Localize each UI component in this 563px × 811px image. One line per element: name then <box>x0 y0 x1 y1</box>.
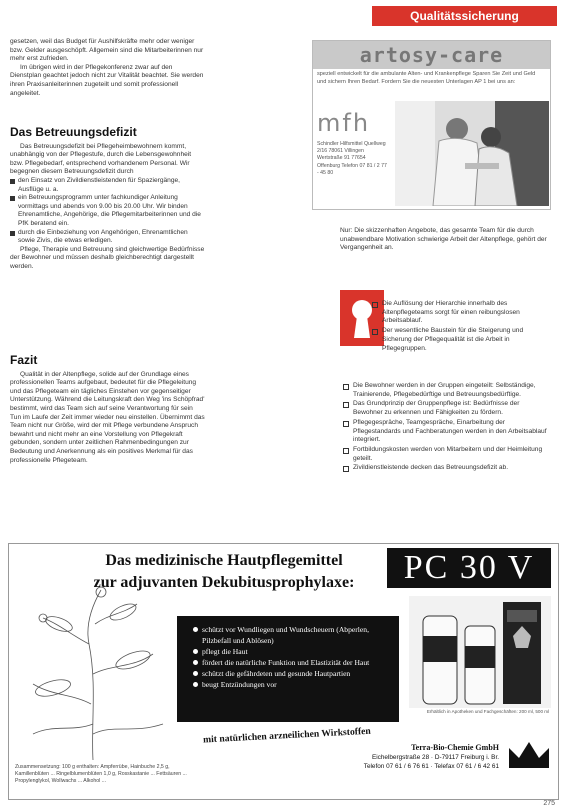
quality-list <box>372 300 550 354</box>
bullet-item: durch die Einbeziehung von Angehörigen, Ehrenamtlichen sowie Zivis, die etwas erledigen. <box>10 229 205 246</box>
list-item: Pflegegespräche, Teamgespräche, Einarbeitung der Pflegestandards und Fachberatungen werden in den Arbeitsablauf integriert. <box>343 419 550 445</box>
artosy-advertisement <box>312 40 551 210</box>
list-item: Das Grundprinzip der Gruppenpflege ist: Bedürfnisse der Bewohner zu erkennen und Fähigkeiten zu fördern. <box>343 400 550 417</box>
company-info <box>319 743 499 771</box>
company-name: Terra-Bio-Chemie GmbH <box>411 743 499 752</box>
product-name: PC 30 V <box>387 548 551 588</box>
section-paragraph: Qualität in der Altenpflege, solide auf der Grundlage eines professionellen Teams aufgebaut, bedeutet für die Pflegeleitung und das Pflegeteam ein tägliches Einstehen vor gegenseitiger Unterstützung. Während die Leitungskraft den Weg 'ins Schöpfrad' bestimmt, wird das Team sich auf seine Verantwortung für sein Tun im Laufe der Zeit immer wieder neu einstellen. Übernimmt das Team nicht nur Größe, wird der mit Pflege verbundene Anspruch bewahrt und nicht mehr an eine Vorstellung von Pflegekraft gebunden, sondern unter zeitlichen Rahmenbedingungen zur Bedeutung und Anerkennung als ein positives Merkmal für das professionelle Pflegeteam. <box>10 370 205 464</box>
list-item: Fortbildungskosten werden von Mitarbeitern und der Heimleitung geteilt. <box>343 446 550 463</box>
crown-logo-icon <box>507 740 551 770</box>
product-bottles-image <box>409 596 551 708</box>
benefit-item: schützt die gefährdeten und gesunde Hautpartien <box>193 668 391 679</box>
section-fazit <box>10 353 205 465</box>
page-number: 275 <box>543 800 555 807</box>
company-phone: Telefon 07 61 / 6 76 61 · Telefax 07 61 / 6 42 61 <box>363 763 499 770</box>
list-item: Der wesentliche Baustein für die Steigerung und Sicherung der Pflegequalität ist die Arbeit in Pflegegruppen. <box>372 327 550 353</box>
pc30v-advertisement <box>8 543 559 800</box>
intro-text <box>10 38 205 98</box>
list-item: Zivildienstleistende decken das Betreuungsdefizit ab. <box>343 464 550 473</box>
section-paragraph: Das Betreuungsdefizit bei Pflegeheimbewohnern kommt, unabhängig von der Pflegestufe, durch die Lebensgewohnheit bzw. Pflegebedarf, entsprechend vorhandenem Personal. Wir begegnen diesem Betreuungsdefizit durch <box>10 142 192 176</box>
bullet-item: ein Betreuungsprogramm unter fachkundiger Anleitung vormittags und abends von 9.00 bis 20.00 Uhr. Wir binden Ehrenamtliche, Angehörige, die Pflegemitarbeiterinnen und die PfK beratend ein. <box>10 194 205 228</box>
section-closing: Pflege, Therapie und Betreuung sind gleichwertige Bedürfnisse der Bewohner und müssen deshalb gleichberechtigt dargestellt werden. <box>10 245 205 270</box>
company-address: Eichelbergstraße 28 · D-79117 Freiburg i. Br. <box>371 754 499 761</box>
ad-title-line-1: Das medizinische Hautpflegemittel <box>105 552 343 569</box>
benefit-item: beugt Entzündungen vor <box>193 679 391 690</box>
intro-paragraph-1: gesetzen, weil das Budget für Aushilfskräfte mehr oder weniger bzw. Gelder ausgeschöpft. Allgemein sind die Mitarbeiterinnen nur mehr erst zufrieden. <box>10 38 204 63</box>
artosy-subtitle: speziell entwickelt für die ambulante Alten- und Krankenpflege Sparen Sie Zeit und Geld und sichern Ihren Bedarf. Fordern Sie die neuesten Unterlagen AP 1 bei uns an: <box>317 71 536 85</box>
section-betreuungsdefizit <box>10 125 205 272</box>
section-tag: Qualitätssicherung <box>372 6 557 26</box>
benefits-list <box>177 616 399 690</box>
availability-caption: Erhältlich in Apotheken und Fachgeschäften: 200 ml, 500 ml <box>426 709 550 714</box>
artosy-brand: artosy-care <box>313 41 550 69</box>
bullet-item: den Einsatz von Zivildienstleistenden für Spaziergänge, Ausflüge u. a. <box>10 177 205 194</box>
benefit-item: fördert die natürliche Funktion und Elastizität der Haut <box>193 657 391 668</box>
ad-title-line-2: zur adjuvanten Dekubitusprophylaxe: <box>93 574 355 591</box>
caregiver-photo <box>395 101 549 206</box>
quality-list-continued <box>343 382 550 474</box>
composition-text: Zusammensetzung: 100 g enthalten: Ampferrübe, Hainbuche 2,5 g, Kamillenblüten ... Ringelblumenblüten 1,0 g, Rosskastanie ... Fettsäuren ... Propylenglykol, Wollwachs ... Alkohol ... <box>15 764 187 785</box>
benefits-box <box>177 616 399 722</box>
ad-tagline: mit natürlichen arzneilichen Wirkstoffen <box>202 725 371 746</box>
section-heading: Das Betreuungsdefizit <box>10 125 137 139</box>
section-heading: Fazit <box>10 353 38 367</box>
artosy-address: Schindler Hilfsmittel Quellweg 2/16 78061 Villingen Wertstraße 91 77654 Offenburg Telefon 07 81 / 2 77 - 45 80 <box>317 141 387 176</box>
benefit-item: schützt vor Wundliegen und Wundscheuern (Abperlen, Pilzbefall und Ablösen) <box>193 624 391 646</box>
right-paragraph-text: Nur: Die skizzenhaften Angebote, das gesamte Team für die durch unabwendbare Motivation schwierige Arbeit der Altenpflege, gehört der Vergangenheit an. <box>340 227 547 252</box>
intro-paragraph-2: Im übrigen wird in der Pflegekonferenz zwar auf den Dienstplan geachtet jedoch nicht zur Vitalität beachtet. Sie werden ihren Praxisanleiterinnen zugeteilt und somit professionell angeleitet. <box>10 63 204 97</box>
benefit-item: pflegt die Haut <box>193 646 391 657</box>
right-paragraph <box>340 227 550 253</box>
list-item: Die Bewohner werden in der Gruppen eingeteilt: Selbständige, Trainierende, Pflegebedürftige und Betreuungsbedürftige. <box>343 382 550 399</box>
plant-illustration <box>13 584 173 760</box>
mfh-logo: mfh <box>317 109 371 137</box>
list-item: Die Auflösung der Hierarchie innerhalb des Altenpflegeteams sorgt für einen reibungslosen Arbeitsablauf. <box>372 300 550 326</box>
